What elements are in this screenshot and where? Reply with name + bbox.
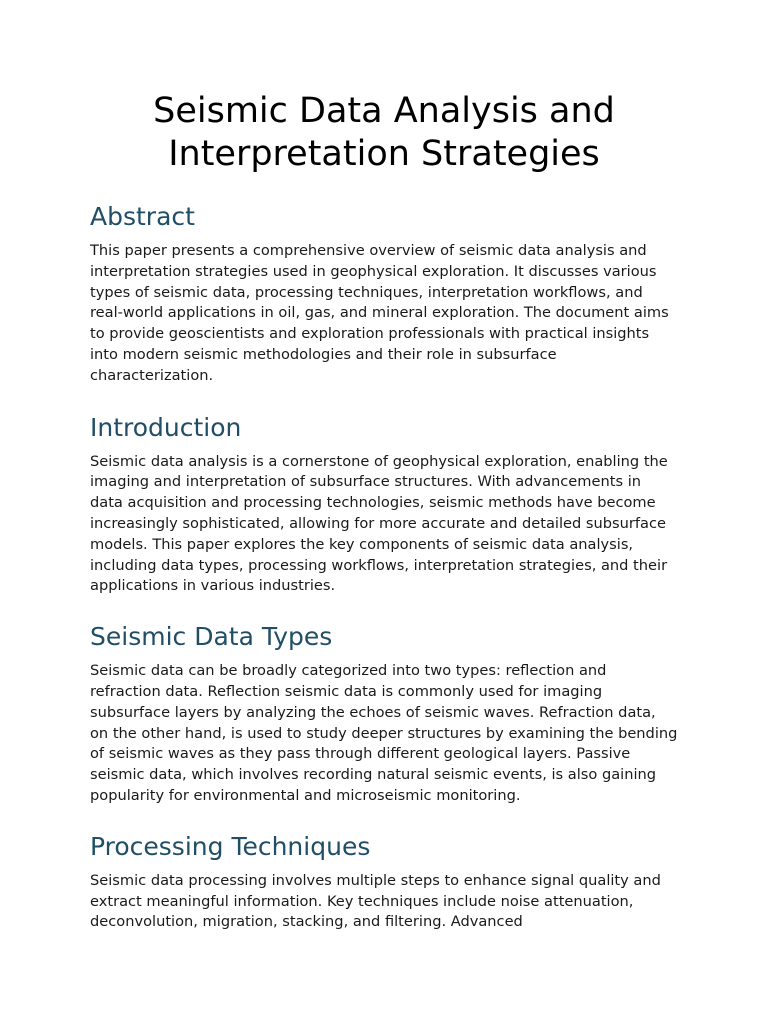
section-body-abstract: This paper presents a comprehensive overview of seismic data analysis and interpretation strategies used in geophysical exploration. It discusses various types of seismic data, processing techniques, interpretation workflows, and real-world applications in oil, gas, and mineral exploration. The document aims to provide geoscientists and exploration professionals with practical insights into modern seismic methodologies and their role in subsurface characterization.	[90, 242, 669, 384]
section-heading-introduction: Introduction	[90, 412, 242, 442]
section-heading-seismic-data-types: Seismic Data Types	[90, 622, 333, 652]
section-heading-abstract: Abstract	[90, 202, 195, 231]
section-processing-techniques	[90, 832, 678, 933]
document-title: Seismic Data Analysis and Interpretation Strategies	[153, 91, 615, 174]
section-introduction	[90, 413, 678, 598]
section-heading-processing-techniques: Processing Techniques	[90, 831, 371, 861]
section-abstract	[90, 202, 678, 387]
section-body-processing-techniques: Seismic data processing involves multiple steps to enhance signal quality and extract meaningful information. Key techniques include noise attenuation, deconvolution, migration, stacking, and filtering. Advanced	[90, 871, 661, 931]
section-body-introduction: Seismic data analysis is a cornerstone of geophysical exploration, enabling the imaging and interpretation of subsurface structures. With advancements in data acquisition and processing technologies, seismic methods have become increasingly sophisticated, allowing for more accurate and detailed subsurface models. This paper explores the key components of seismic data analysis, including data types, processing workflows, interpretation strategies, and their applications in various industries.	[90, 452, 668, 595]
section-body-seismic-data-types: Seismic data can be broadly categorized into two types: reflection and refraction data. Reflection seismic data is commonly used for imaging subsurface layers by analyzing the echoes of seismic waves. Refraction data, on the other hand, is used to study deeper structures by examining the bending of seismic waves as they pass through different geological layers. Passive seismic data, which involves recording natural seismic events, is also gaining popularity for environmental and microseismic monitoring.	[90, 662, 678, 804]
section-seismic-data-types	[90, 622, 678, 807]
